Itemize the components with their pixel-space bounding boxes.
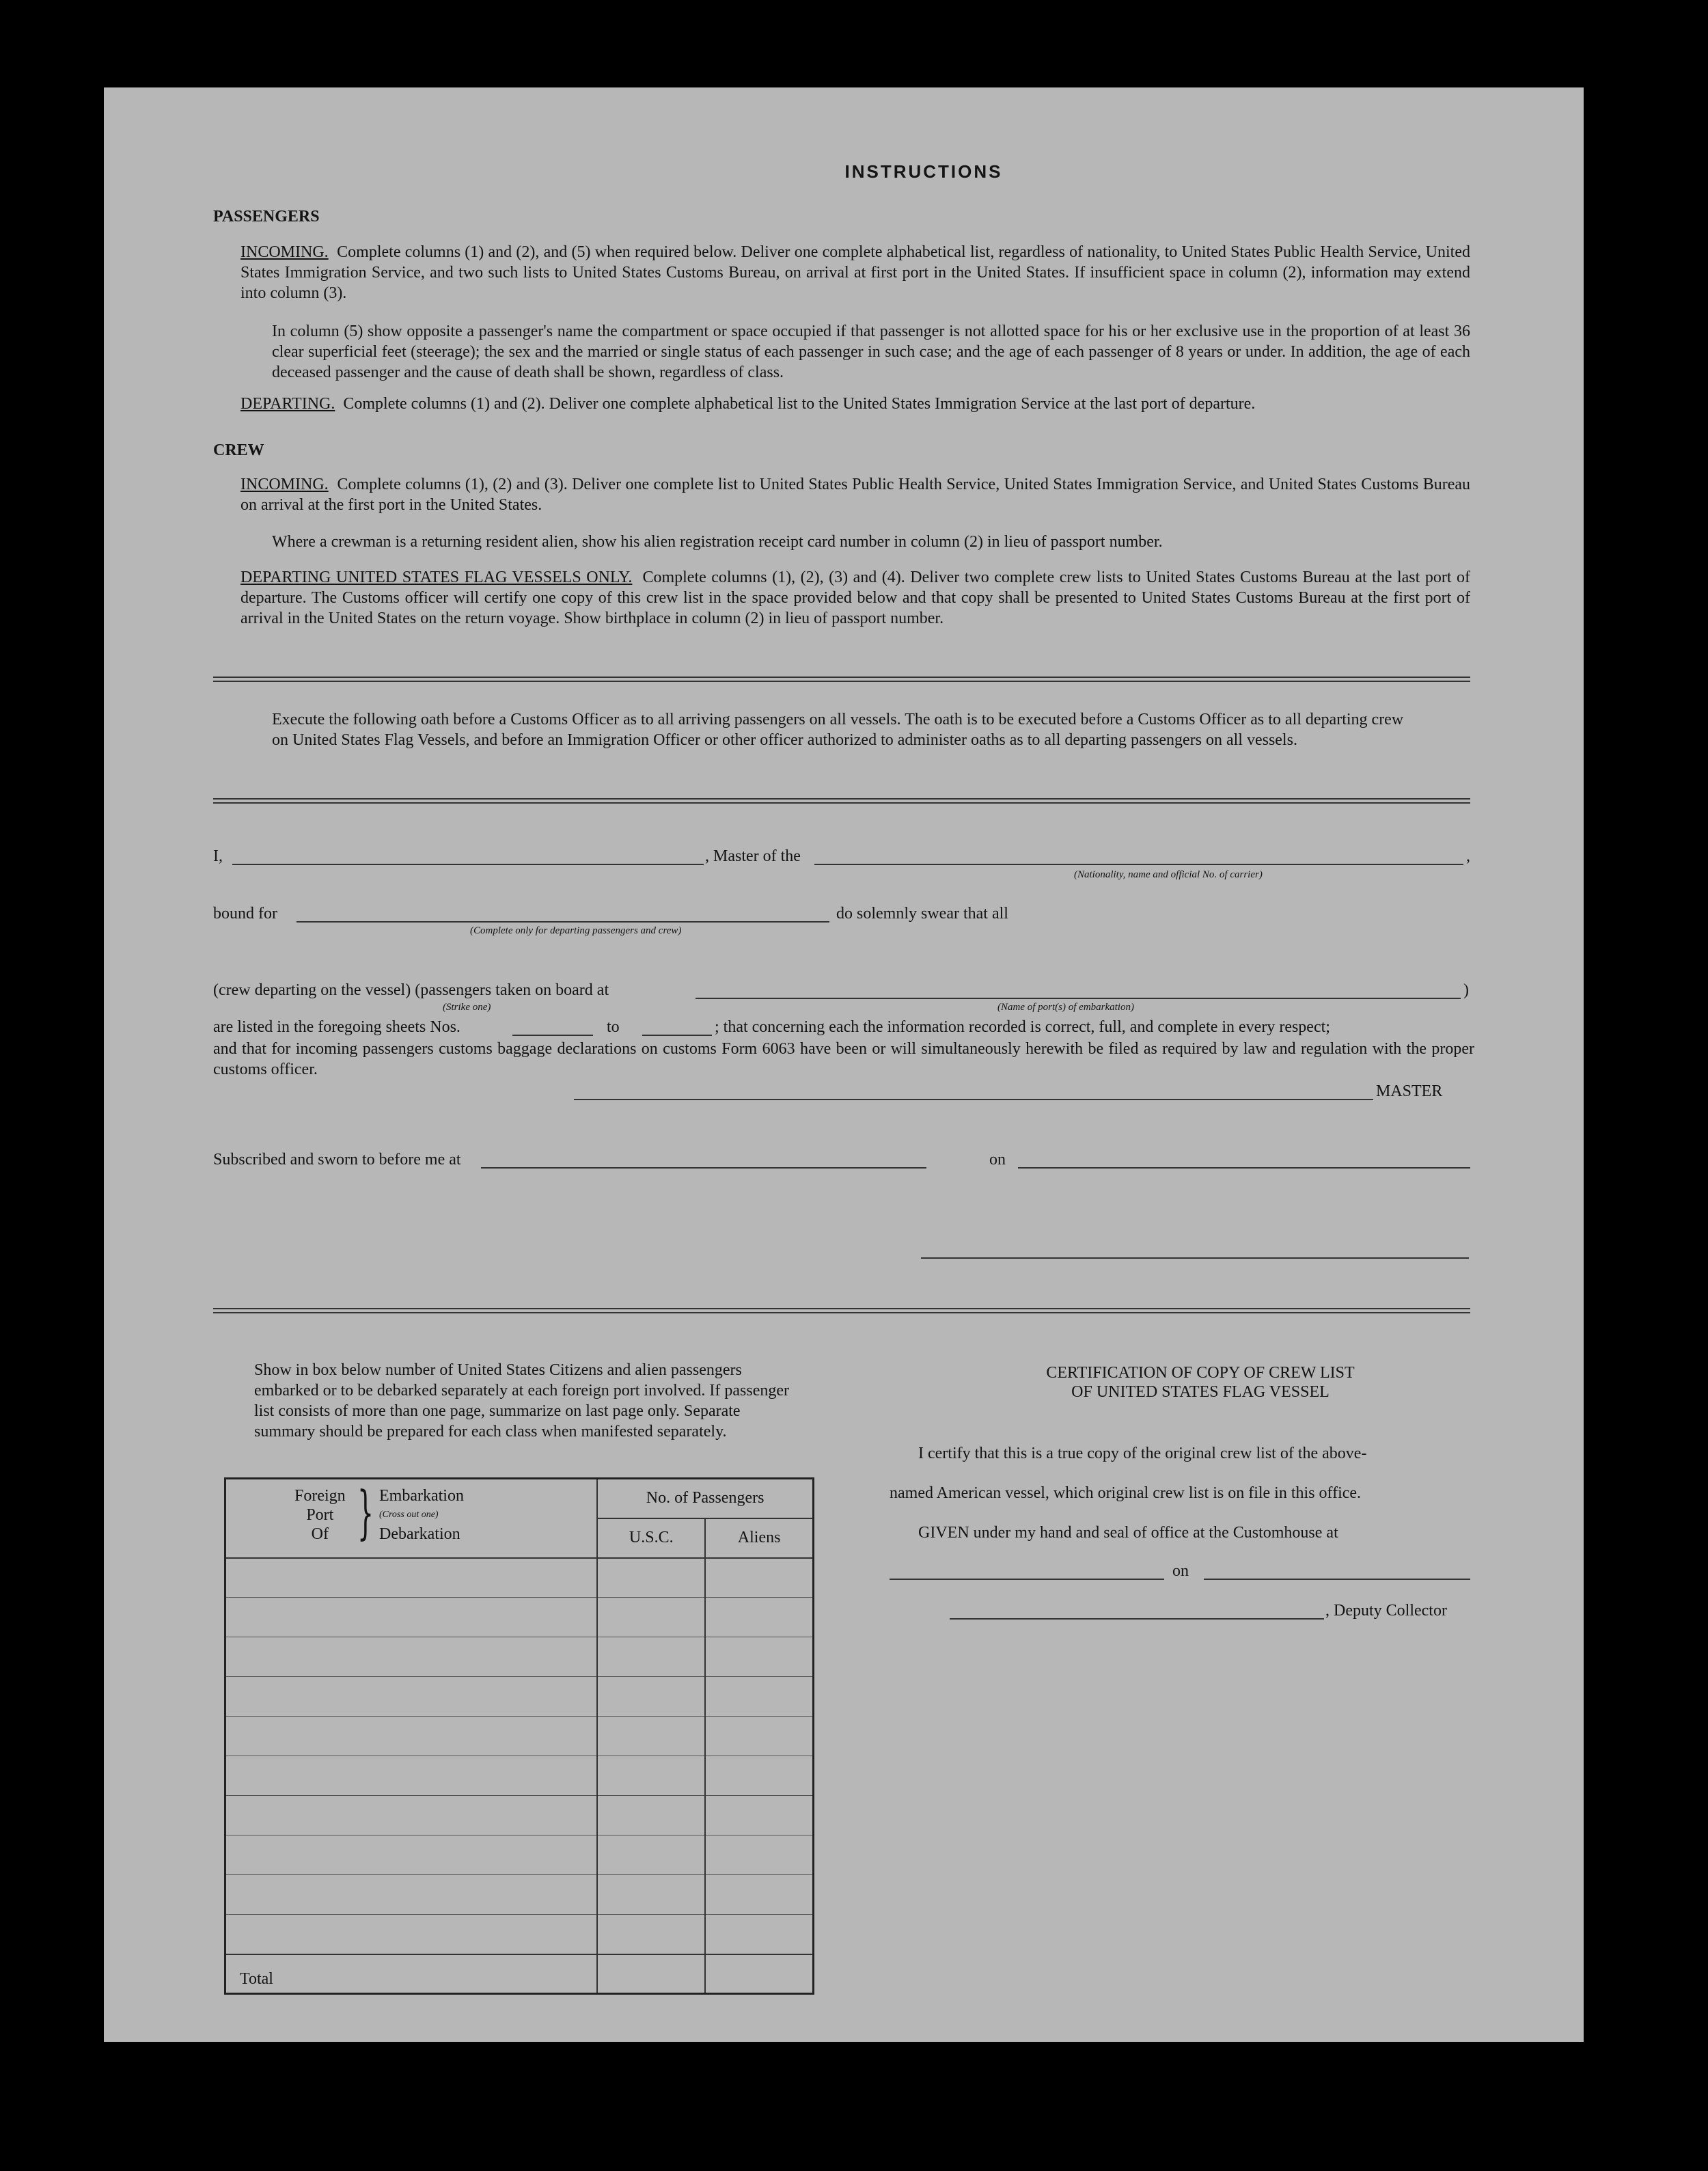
sheet-from-line[interactable] bbox=[512, 1035, 593, 1036]
port-cell[interactable] bbox=[225, 1637, 598, 1677]
foreign-label: Foreign bbox=[294, 1487, 346, 1505]
usc-cell[interactable] bbox=[597, 1717, 705, 1756]
port-cell[interactable] bbox=[225, 1717, 598, 1756]
table-row bbox=[225, 1598, 814, 1637]
certification-on-label: on bbox=[1172, 1562, 1189, 1580]
port-cell[interactable] bbox=[225, 1875, 598, 1915]
master-of-label: , Master of the bbox=[705, 847, 801, 865]
table-row bbox=[225, 1677, 814, 1717]
oath-comma: , bbox=[1466, 847, 1470, 865]
aliens-cell[interactable] bbox=[705, 1637, 813, 1677]
aliens-cell[interactable] bbox=[705, 1717, 813, 1756]
table-row bbox=[225, 1558, 814, 1598]
section-divider bbox=[213, 1308, 1470, 1313]
given-text: GIVEN under my hand and seal of office at the Customhouse at bbox=[918, 1524, 1338, 1542]
certification-heading-line1: CERTIFICATION OF COPY OF CREW LIST bbox=[1046, 1364, 1355, 1382]
oath-i-label: I, bbox=[213, 847, 223, 865]
certification-heading-line2: OF UNITED STATES FLAG VESSEL bbox=[1071, 1383, 1330, 1401]
table-row bbox=[225, 1796, 814, 1835]
table-row bbox=[225, 1835, 814, 1875]
master-name-line[interactable] bbox=[232, 864, 704, 865]
crew-departing-lead: DEPARTING UNITED STATES FLAG VESSELS ONLY. bbox=[240, 569, 633, 586]
aliens-cell[interactable] bbox=[705, 1835, 813, 1875]
summary-instructions: Show in box below number of United States Citizens and alien passengers embarked or to be debarked separately at each foreign port involved. If passenger list consists of more than one page, summarize on last page only. Separate summary should be prepared for each class when manifested separately. bbox=[254, 1361, 789, 1440]
port-cell[interactable] bbox=[225, 1835, 598, 1875]
port-cell[interactable] bbox=[225, 1756, 598, 1796]
passengers-incoming-lead: INCOMING. bbox=[240, 243, 329, 261]
aliens-cell[interactable] bbox=[705, 1915, 813, 1954]
sworn-location-line[interactable] bbox=[481, 1167, 926, 1169]
bound-caption: (Complete only for departing passengers and crew) bbox=[470, 925, 682, 936]
table-row bbox=[225, 1915, 814, 1954]
section-divider bbox=[213, 798, 1470, 804]
sheets-to-label: to bbox=[607, 1018, 620, 1036]
total-row bbox=[225, 1954, 814, 1994]
aliens-cell[interactable] bbox=[705, 1677, 813, 1717]
passengers-departing-paragraph bbox=[240, 394, 1470, 414]
embarkation-caption: (Name of port(s) of embarkation) bbox=[997, 1002, 1134, 1013]
crew-incoming-text: Complete columns (1), (2) and (3). Deliver one complete list to United States Public Health Service, United States Immigration Service, and United States Customs Bureau on arrival at the first port in the United States. bbox=[240, 476, 1470, 514]
port-header-cell bbox=[225, 1479, 598, 1558]
sheet-to-line[interactable] bbox=[642, 1035, 712, 1036]
port-label: Port bbox=[306, 1506, 334, 1524]
certify-text-line1: I certify that this is a true copy of the original crew list of the above- bbox=[918, 1445, 1367, 1462]
deputy-collector-label: , Deputy Collector bbox=[1325, 1602, 1447, 1620]
aliens-cell[interactable] bbox=[705, 1875, 813, 1915]
sworn-date-line[interactable] bbox=[1018, 1167, 1470, 1169]
passengers-column5-paragraph: In column (5) show opposite a passenger's name the compartment or space occupied if that passenger is not allotted space for his or her exclusive use in the proportion of at least 36 clear superficial feet (steerage); the sex and the married or single status of each passenger in such case; and the age of each passenger of 8 years or under. In addition, the age of each deceased passenger and the cause of death shall be shown, regardless of class. bbox=[272, 323, 1470, 381]
customhouse-line[interactable] bbox=[890, 1579, 1164, 1580]
usc-header: U.S.C. bbox=[597, 1518, 705, 1558]
baggage-declaration-text: and that for incoming passengers customs baggage declarations on customs Form 6063 have been or will simultaneously herewith be filed as required by law and regulation with the proper customs officer. bbox=[213, 1040, 1474, 1078]
master-label: MASTER bbox=[1376, 1082, 1443, 1100]
swear-label: do solemnly swear that all bbox=[836, 905, 1008, 923]
subscribed-label: Subscribed and sworn to before me at bbox=[213, 1151, 461, 1169]
usc-cell[interactable] bbox=[597, 1915, 705, 1954]
passengers-count-header: No. of Passengers bbox=[597, 1479, 813, 1518]
master-signature-line[interactable] bbox=[574, 1099, 1373, 1100]
embarkation-label: Embarkation bbox=[379, 1487, 464, 1505]
passengers-departing-lead: DEPARTING. bbox=[240, 395, 335, 413]
debarkation-label: Debarkation bbox=[379, 1525, 460, 1543]
usc-cell[interactable] bbox=[597, 1875, 705, 1915]
aliens-cell[interactable] bbox=[705, 1598, 813, 1637]
strike-caption: (Strike one) bbox=[443, 1002, 491, 1013]
passengers-incoming-paragraph bbox=[240, 242, 1470, 303]
table-row bbox=[225, 1717, 814, 1756]
aliens-header: Aliens bbox=[705, 1518, 813, 1558]
port-cell[interactable] bbox=[225, 1558, 598, 1598]
port-cell[interactable] bbox=[225, 1598, 598, 1637]
port-cell[interactable] bbox=[225, 1915, 598, 1954]
aliens-cell[interactable] bbox=[705, 1756, 813, 1796]
aliens-cell[interactable] bbox=[705, 1796, 813, 1835]
port-cell[interactable] bbox=[225, 1677, 598, 1717]
crew-passengers-label: (crew departing on the vessel) (passengers taken on board at bbox=[213, 981, 609, 999]
sheets-label: are listed in the foregoing sheets Nos. bbox=[213, 1018, 460, 1036]
crew-alien-paragraph: Where a crewman is a returning resident alien, show his alien registration receipt card number in column (2) in lieu of passport number. bbox=[272, 533, 1163, 551]
aliens-total-cell[interactable] bbox=[705, 1954, 813, 1994]
table-row bbox=[225, 1637, 814, 1677]
close-paren: ) bbox=[1463, 981, 1469, 999]
officer-signature-line[interactable] bbox=[921, 1257, 1469, 1259]
passenger-summary-table bbox=[224, 1477, 814, 1995]
certify-text-line2: named American vessel, which original crew list is on file in this office. bbox=[890, 1484, 1362, 1502]
passengers-heading: PASSENGERS bbox=[213, 208, 320, 226]
crew-departing-text: Complete columns (1), (2), (3) and (4). Deliver two complete crew lists to United States Customs Bureau at the last port of departure. The Customs officer will certify one copy of this crew list in the space provided below and that copy shall be presented to United States Customs Bureau at the first port of arrival in the United States on the return voyage. Show birthplace in column (2) in lieu of passport number. bbox=[240, 569, 1470, 627]
usc-cell[interactable] bbox=[597, 1756, 705, 1796]
table-row bbox=[225, 1875, 814, 1915]
crew-incoming-lead: INCOMING. bbox=[240, 476, 329, 493]
crew-departing-paragraph bbox=[240, 567, 1470, 629]
sworn-on-label: on bbox=[989, 1151, 1006, 1169]
deputy-signature-line[interactable] bbox=[950, 1618, 1324, 1620]
certification-date-line[interactable] bbox=[1204, 1579, 1470, 1580]
usc-total-cell[interactable] bbox=[597, 1954, 705, 1994]
usc-cell[interactable] bbox=[597, 1677, 705, 1717]
usc-cell[interactable] bbox=[597, 1796, 705, 1835]
of-label: Of bbox=[311, 1525, 329, 1543]
crew-heading: CREW bbox=[213, 441, 264, 459]
table-row bbox=[225, 1756, 814, 1796]
usc-cell[interactable] bbox=[597, 1558, 705, 1598]
usc-cell[interactable] bbox=[597, 1637, 705, 1677]
total-label: Total bbox=[225, 1954, 598, 1994]
page-title: INSTRUCTIONS bbox=[844, 161, 1003, 182]
port-cell[interactable] bbox=[225, 1796, 598, 1835]
form-page bbox=[104, 87, 1584, 2042]
crew-incoming-paragraph bbox=[240, 474, 1470, 515]
cross-out-caption: (Cross out one) bbox=[379, 1510, 439, 1520]
passengers-incoming-text: Complete columns (1) and (2), and (5) when required below. Deliver one complete alphabetical list, regardless of nationality, to United States Public Health Service, United States Immigration Service, and two such lists to United States Customs Bureau, on arrival at first port in the United States. If insufficient space in column (2), information may extend into column (3). bbox=[240, 243, 1470, 302]
correctness-text: ; that concerning each the information recorded is correct, full, and complete in every respect; bbox=[715, 1018, 1330, 1036]
bound-for-label: bound for bbox=[213, 905, 277, 923]
usc-cell[interactable] bbox=[597, 1835, 705, 1875]
aliens-cell[interactable] bbox=[705, 1558, 813, 1598]
carrier-line[interactable] bbox=[814, 864, 1463, 865]
carrier-caption: (Nationality, name and official No. of carrier) bbox=[1074, 869, 1263, 880]
embarkation-port-line[interactable] bbox=[695, 998, 1461, 999]
passengers-departing-text: Complete columns (1) and (2). Deliver one complete alphabetical list to the United States Immigration Service at the last port of departure. bbox=[343, 395, 1256, 413]
bound-for-line[interactable] bbox=[297, 921, 829, 923]
oath-instructions: Execute the following oath before a Customs Officer as to all arriving passengers on all vessels. The oath is to be executed before a Customs Officer as to all departing crew on United States Flag Vessels, and before an Immigration Officer or other officer authorized to administer oaths as to all departing passengers on all vessels. bbox=[272, 711, 1404, 749]
section-divider bbox=[213, 677, 1470, 682]
usc-cell[interactable] bbox=[597, 1598, 705, 1637]
brace-icon: } bbox=[357, 1479, 374, 1546]
